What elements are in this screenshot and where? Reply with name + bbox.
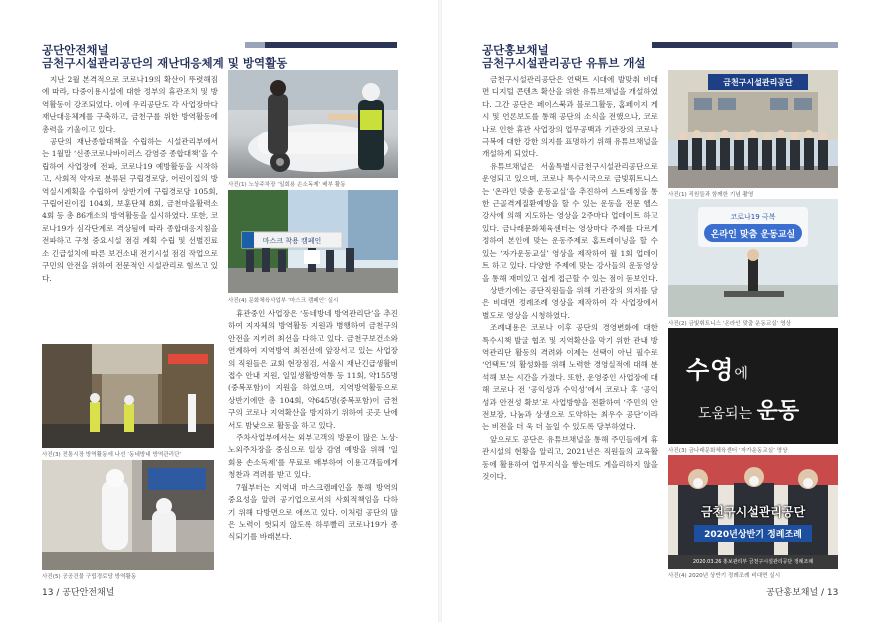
caption: 사진(1) 직원들과 함께한 기념 촬영 — [668, 192, 754, 198]
left-kicker: 공단안전채널 — [42, 43, 109, 57]
thumb3-line2: 도움되는 운동 — [698, 399, 800, 424]
thumb4-subtitle: 2020년상반기 정례조례 — [694, 525, 812, 542]
thumb2-small-text: 코로나19 극복 — [730, 213, 776, 221]
photo-swimming-exercise-video — [668, 328, 838, 444]
paragraph: 휴관중인 사업장은 ‘동네방네 방역관리단’을 추진하여 지자체의 방역활동 지원과 병행하여 금천구의 안전을 지키려 최선을 다하고 있다. 금천구보건소와 연계하여 지역방역 최전선에 앞장서고 있는 사업장의 직원들은 교회 현장점검, 서울시 재난긴급생활비 접수 안내 지원, 일일생활방역통 등 11회, 약155명(중복포함)이 지원을 하였으며, 지역방역활동으로 상반기에만 총 104회, 약645명(중복포함)이 금천구의 코로나 지역확산을 방지하기 위하여 곳곳 난에서도 밤낮으로 활동을 하고 있다. — [228, 309, 398, 430]
photo-senior-center-disinfection — [42, 460, 214, 570]
caption: 사진(3) 전통시장 방역활동에 나선 ‘동네방네 방역관리단’ — [42, 452, 182, 458]
left-text-column-1 — [42, 74, 218, 285]
caption: 사진(1) 노상주차장 ‘일회용 손소독제’ 배부 활동 — [228, 182, 346, 188]
paragraph: 조례내용은 코로나 이후 공단의 경영변화에 대한 특수시책 발굴 협조 및 지역확산을 막기 위한 관내 방역관리단 활동의 격려와 이제는 선택이 아닌 필수로 ‘언택트’의 활성화를 위해 노력한 경영실적에 대해 분석해 보는 시간을 가졌다. 또한, 운영중인 사업장에 대해 코로나 전 ‘공익성과 수익성’에서 코로나 후 ‘공익성과 안전성 확보’로 사업방향을 전환하여 ‘주민의 안전보장, 나눔과 상생으로 도약하는 최우수 공단’이라는 비전을 더 욱 더 높일 수 있도록 당부하였다. — [482, 323, 658, 432]
photo-quarantine-team — [228, 190, 398, 293]
thumb2-title: 온라인 맞춤 운동교실 — [710, 230, 796, 240]
paragraph: 금천구시설관리공단은 언택트 시대에 발맞춰 비대면 디지털 콘텐츠 확산을 위한 유튜브채널을 개설하였다. 그간 공단은 페이스북과 블로그활동, 홈페이지 게시 및 언론보도를 통해 공단의 소식을 전했으나, 코로나로 인한 휴관 사업장의 업무공백과 기관장의 코로나 극복에 대한 강한 의지를 표명하기 위해 유튜브채널을 개설하게 되었다. — [482, 75, 658, 159]
paragraph: 주차사업부에서는 외부고객의 방문이 많은 노상·노외주차장을 중심으로 일상 감염 예방을 위해 ‘일회용 손소독제’를 무료로 배부하여 이용고객들에게 청찬과 격려를 받고 있다. — [228, 433, 398, 480]
caption: 사진(5) 공공건물 구립경로당 방역활동 — [42, 574, 137, 580]
left-text-column-2 — [228, 308, 398, 544]
paragraph: 지난 2월 본격적으로 코로나19의 확산이 뚜렷해짐에 따라, 다중이용시설에 대한 정부의 휴관조치 및 방역활동이 강조되었다. 이에 우리공단도 각 사업장마다 재난대응체계를 구축하고, 금천구를 위한 방역활동에 총력을 기울이고 있다. — [42, 75, 218, 134]
right-page — [440, 0, 880, 622]
photo-online-exercise-video — [668, 199, 838, 317]
right-title-bar — [652, 42, 838, 48]
caption: 사진(2) 금빛휘트니스 ‘온라인 맞춤 운동교실’ 영상 — [668, 321, 792, 327]
right-text-column-1 — [482, 74, 658, 483]
photo-market-disinfection — [42, 344, 214, 448]
photo-staff-group — [668, 70, 838, 188]
right-kicker: 공단홍보채널 — [482, 43, 549, 57]
paragraph: 앞으로도 공단은 유튜브채널을 통해 주민들에게 휴관시설의 현황을 알리고, 2021년은 직원들의 교육활동에 활용하여 업무지식을 쌓는데도 게을리하지 않을 것이다. — [482, 434, 658, 481]
caption: 사진(4) 2020년 상반기 정례조례 비대면 실시 — [668, 573, 781, 579]
photo-sanitizer-distribution — [228, 70, 398, 178]
paragraph: 공단의 재난종합대책을 수립하는 시설관리부에서는 1월말 ‘신종코로나바이러스 감염증 종합대책’을 수립하여 사업장에 전파, 코로나19 예방활동을 시작하고, 사회적 약자로 분류된 구립경로당, 어린이집의 방역실시계획을 수립하여 상반기에 구립경로당 105회, 구립어린이집 104회, 보훈단체 8회, 금천마을활력소 4회 등 총 86개소의 방역활동을 실시하였다. 또한, 코로나19가 심각단계로 격상됨에 따라 종합대응지침을 전파하고 구청 중요시설 점검 계획 수립 및 선별진료소 긴급설치에 따른 보건소내 전기시설 점검 작업으로 구민의 안전을 위하여 전문적인 시설관리로 힘쓰고 있다. — [42, 137, 218, 283]
thumb4-date: 2020.03.26 홍보관리부 금천구시설관리공단 정례조례 — [692, 559, 814, 565]
thumb4-title: 금천구시설관리공단 — [700, 505, 806, 519]
campaign-banner: 마스크 착용 캠페인 — [262, 237, 322, 245]
caption: 사진(4) 문화체육사업부 ‘마스크 캠페인’ 실시 — [228, 298, 339, 304]
paragraph: 상반기에는 공단직원들을 위해 기관장의 의지를 담은 비대면 정례조례 영상을 제작하여 각 사업장에서 별도로 영상을 시청하였다. — [482, 285, 658, 320]
paragraph: 7월부터는 지역내 마스크캠페인을 통해 방역의 중요성을 알려 공기업으로서의 사회적책임을 다하기 위해 다방면으로 애쓰고 있다. 이처럼 공단의 많은 노력이 헛되지 않도록 하루빨리 코로나19가 종식되기를 바래본다. — [228, 482, 398, 542]
right-footer: 공단홍보채널 / 13 — [766, 588, 839, 598]
photo-morning-assembly — [668, 455, 838, 569]
left-title: 금천구시설관리공단의 재난대응체계 및 방역활동 — [42, 56, 288, 70]
thumb3-line1: 수영에 — [686, 356, 749, 384]
paragraph: 유튜브채널은 서울특별시금천구시설관리공단으로 운영되고 있으며, 코로나 특수시국으로 금빛휘트니스는 ‘온라인 맞춤 운동교실’을 추진하여 스트레칭을 통한 근골격계질환예방을 할 수 있는 운동을 전문 헬스강사에 의해 지도하는 영상을 2주마다 업데이트 하고 있다. 금나래문화체육센터는 영상마다 주제를 다르게 정하여 본인에 맞는 운동주제로 홈트레이닝을 할 수 있는 ‘자가운동교실’ 영상을 제작하여 월 1회 업데이트 하고 있다. 다양한 주제에 맞는 강사들의 운동영상을 통해 재미있고 쉽게 접근할 수 있는 점이 돋보인다. — [482, 161, 658, 283]
right-title: 금천구시설관리공단 유튜브 개설 — [482, 56, 646, 70]
left-title-bar — [245, 42, 397, 48]
left-footer: 13 / 공단안전채널 — [42, 588, 115, 598]
building-sign: 금천구시설관리공단 — [723, 78, 793, 87]
caption: 사진(3) 금나래문화체육센터 ‘자가운동교실’ 영상 — [668, 448, 788, 454]
